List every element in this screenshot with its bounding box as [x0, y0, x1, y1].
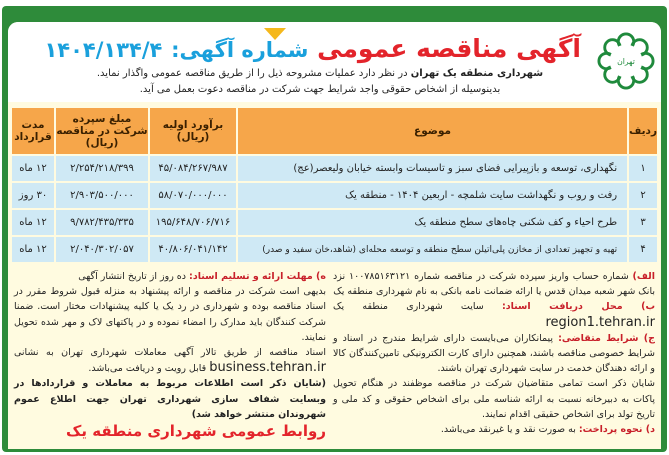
section-label: ب) محل دریافت اسناد: [501, 301, 655, 313]
ad-frame [2, 6, 667, 452]
section-text: به صورت نقد و یا غیرنقد می‌باشد. [440, 424, 579, 436]
cell: ۵۸/۰۷۰/۰۰۰/۰۰۰ [150, 183, 236, 208]
ad-number-label: شماره آگهی: [171, 38, 309, 62]
paragraph: قابل رویت و دریافت می‌باشد. [88, 363, 210, 375]
intro [65, 66, 575, 98]
col-header: مدت قرارداد [12, 108, 54, 154]
cell: ۱۹۵/۶۴۸/۷۰۶/۷۱۶ [150, 210, 236, 235]
cell: ۱۲ ماه [12, 237, 54, 262]
business-url-link[interactable]: business.tehran.ir [209, 360, 326, 376]
right-column [333, 269, 655, 437]
col-header: مبلغ سپرده شرکت در مناقصه (ریال) [56, 108, 148, 154]
cell: ۹/۷۸۲/۴۳۵/۳۳۵ [56, 210, 148, 235]
intro-bold: شهرداری منطقه یک تهران [410, 68, 544, 79]
region-url-link[interactable]: region1.tehran.ir [545, 314, 655, 330]
cell: رفت و روب و نگهداشت سایت شلمچه - اربعین ۱۴۰۴ - منطقه یک [238, 183, 627, 208]
cell: ۱۲ ماه [12, 210, 54, 235]
cell: ۳ [629, 210, 657, 235]
tehran-municipality-logo [597, 30, 655, 92]
section-text: سایت شهرداری منطقه یک [333, 301, 502, 313]
transparency-note: (شایان ذکر است اطلاعات مربوط به معاملات و قراردادها در وبسایت شفاف سازی شهرداری تهران جهت اطلاع عموم شهروندان منتشر خواهد شد) [14, 378, 326, 420]
table-row [12, 156, 657, 181]
section-label: ه) مهلت ارائه و تسلیم اسناد: [189, 271, 326, 282]
cell: ۴۵/۰۸۴/۲۶۷/۹۸۷ [150, 156, 236, 181]
note-text: شایان ذکر است تمامی متقاضیان شرکت در مناقصه موظفند در هنگام تحویل پاکات به دبیرخانه نسبت به ارائه شناسه ملی برای اشخاص حقوقی و کد ملی و تاریخ تولد برای اشخاص حقیقی اقدام نمایند. [333, 378, 655, 420]
cell: ۲/۰۴۰/۳۰۲/۰۵۷ [56, 237, 148, 262]
cell: ۲ [629, 183, 657, 208]
cell: تهیه و تجهیز تعدادی از مخازن پلی‌اتیلن سطح منطقه و توسعه محله‌ای (شاهد،خان سفید و صدر) [238, 237, 627, 262]
col-header: برآورد اولیه (ریال) [150, 108, 236, 154]
intro-text: در نظر دارد عملیات مشروحه ذیل را از طریق مناقصه عمومی واگذار نماید. [96, 68, 411, 79]
table-row [12, 183, 657, 208]
cell: ۳۰ روز [12, 183, 54, 208]
paragraph: اسناد مناقصه از طریق تالار آگهی معاملات شهرداری تهران به نشانی [14, 347, 326, 359]
ad-body [8, 22, 661, 449]
paragraph: بدیهی است شرکت در مناقصه و ارائه پیشنهاد به منزله قبول شروط مقرر در اسناد مناقصه بوده و شهرداری در رد یک یا کلیه پیشنهادات مختار است. ضمنا شرکت کنندگان باید مدارک را امضاء نموده و در پاکتهای لاک و مهر شده تحویل نمایند. [14, 286, 326, 343]
section-label: الف) [632, 271, 655, 282]
header [8, 22, 661, 102]
cell: طرح احیاء و کف شکنی چاه‌های سطح منطقه یک [238, 210, 627, 235]
section-label: د) نحوه پرداخت: [578, 424, 655, 436]
col-header: ردیف [629, 108, 657, 154]
signature: روابط عمومی شهرداری منطقه یک [66, 422, 326, 441]
cell: ۱۲ ماه [12, 156, 54, 181]
svg-text:تهران: تهران [617, 56, 635, 66]
table-row [12, 210, 657, 235]
section-text: شماره حساب واریز سپرده شرکت در مناقصه شماره ۱۰۰۷۸۵۱۶۳۱۲۱ نزد بانک شهر شعبه میدان قدس یا ارائه ضمانت نامه بانکی به نام شهرداری منطقه یک [333, 271, 655, 298]
table-header [12, 108, 657, 154]
cell: ۴ [629, 237, 657, 262]
ad-number: ۱۴۰۴/۱۳۴/۴ [44, 38, 163, 62]
col-header: موضوع [238, 108, 627, 154]
left-column [14, 269, 326, 439]
section-text: ده روز از تاریخ انتشار آگهی [78, 271, 190, 282]
section-text: پیمانکاران می‌بایست دارای شرایط مندرج در اسناد و شرایط خصوصی مناقصه باشند، همچنین دارای کارت الکترونیکی تامین‌کنندگان کالا و ارائه دهندگان خدمت در سایت شهرداری تهران باشند. [333, 332, 655, 375]
title-text: آگهی مناقصه عمومی [317, 34, 581, 63]
cell: ۱ [629, 156, 657, 181]
intro-text-2: بدینوسیله از اشخاص حقوقی واجد شرایط جهت شرکت در مناقصه دعوت بعمل می آید. [139, 84, 501, 95]
cell: ۲/۲۵۴/۲۱۸/۳۹۹ [56, 156, 148, 181]
page-title [44, 34, 581, 63]
table-row [12, 237, 657, 262]
section-label: ج) شرایط متقاضی: [558, 332, 655, 344]
cell: نگهداری، توسعه و بازپیرایی فضای سبز و تاسیسات وابسته خیابان ولیعصر(عج) [238, 156, 627, 181]
cell: ۴۰/۸۰۶/۰۴۱/۱۴۲ [150, 237, 236, 262]
tender-table [10, 106, 659, 264]
cell: ۲/۹۰۳/۵۰۰/۰۰۰ [56, 183, 148, 208]
